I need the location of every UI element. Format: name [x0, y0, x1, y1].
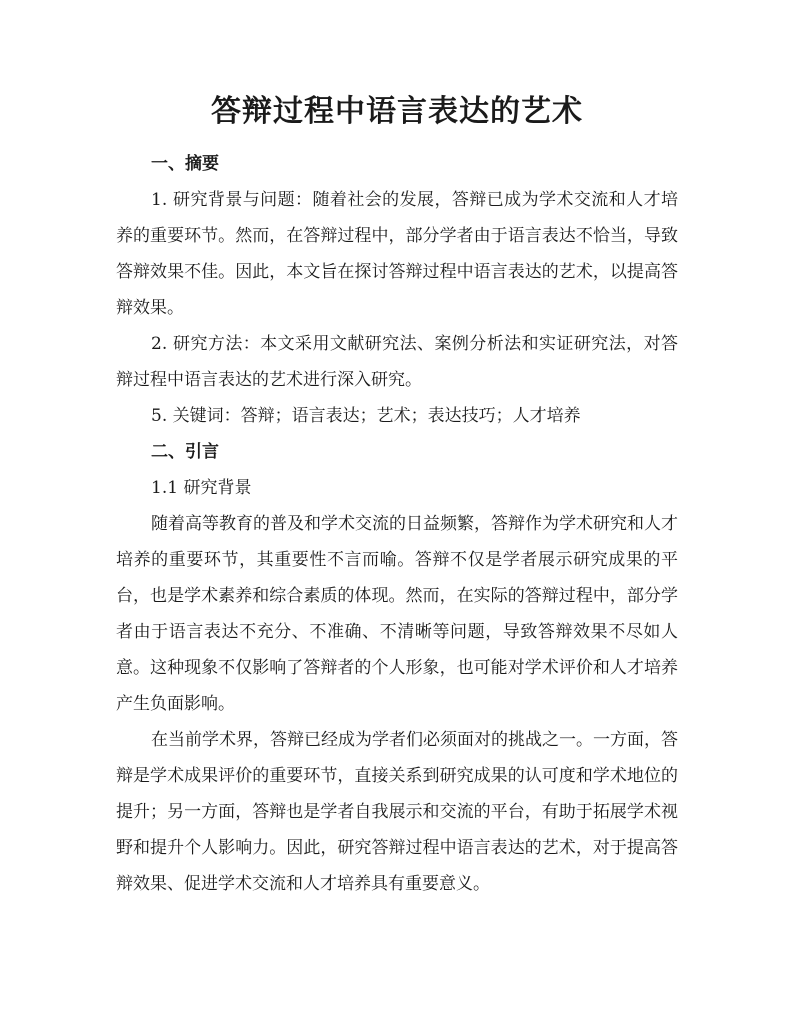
- abstract-paragraph-keywords: 5. 关键词：答辩；语言表达；艺术；表达技巧；人才培养: [151, 406, 581, 426]
- document-page: [116, 92, 678, 902]
- intro-paragraph-1: 随着高等教育的普及和学术交流的日益频繁，答辩作为学术研究和人才培养的重要环节，其重要性不言而喻。答辩不仅是学者展示研究成果的平台，也是学术素养和综合素质的体现。然而，在实际的答辩过程中，部分学者由于语言表达不充分、不准确、不清晰等问题，导致答辩效果不尽如人意。这种现象不仅影响了答辩者的个人形象，也可能对学术评价和人才培养产生负面影响。: [116, 514, 678, 714]
- section-heading-introduction: 二、引言: [151, 442, 219, 462]
- abstract-paragraph-method: 2. 研究方法：本文采用文献研究法、案例分析法和实证研究法，对答辩过程中语言表达的艺术进行深入研究。: [116, 334, 678, 390]
- document-title: 答辩过程中语言表达的艺术: [211, 94, 583, 129]
- subsection-heading-background: 1.1 研究背景: [151, 478, 252, 498]
- abstract-paragraph-background: 1. 研究背景与问题：随着社会的发展，答辩已成为学术交流和人才培养的重要环节。然而，在答辩过程中，部分学者由于语言表达不恰当，导致答辩效果不佳。因此，本文旨在探讨答辩过程中语言表达的艺术，以提高答辩效果。: [116, 190, 678, 318]
- intro-paragraph-2: 在当前学术界，答辩已经成为学者们必须面对的挑战之一。一方面，答辩是学术成果评价的重要环节，直接关系到研究成果的认可度和学术地位的提升；另一方面，答辩也是学者自我展示和交流的平台，有助于拓展学术视野和提升个人影响力。因此，研究答辩过程中语言表达的艺术，对于提高答辩效果、促进学术交流和人才培养具有重要意义。: [116, 730, 678, 894]
- section-heading-abstract: 一、摘要: [151, 154, 219, 174]
